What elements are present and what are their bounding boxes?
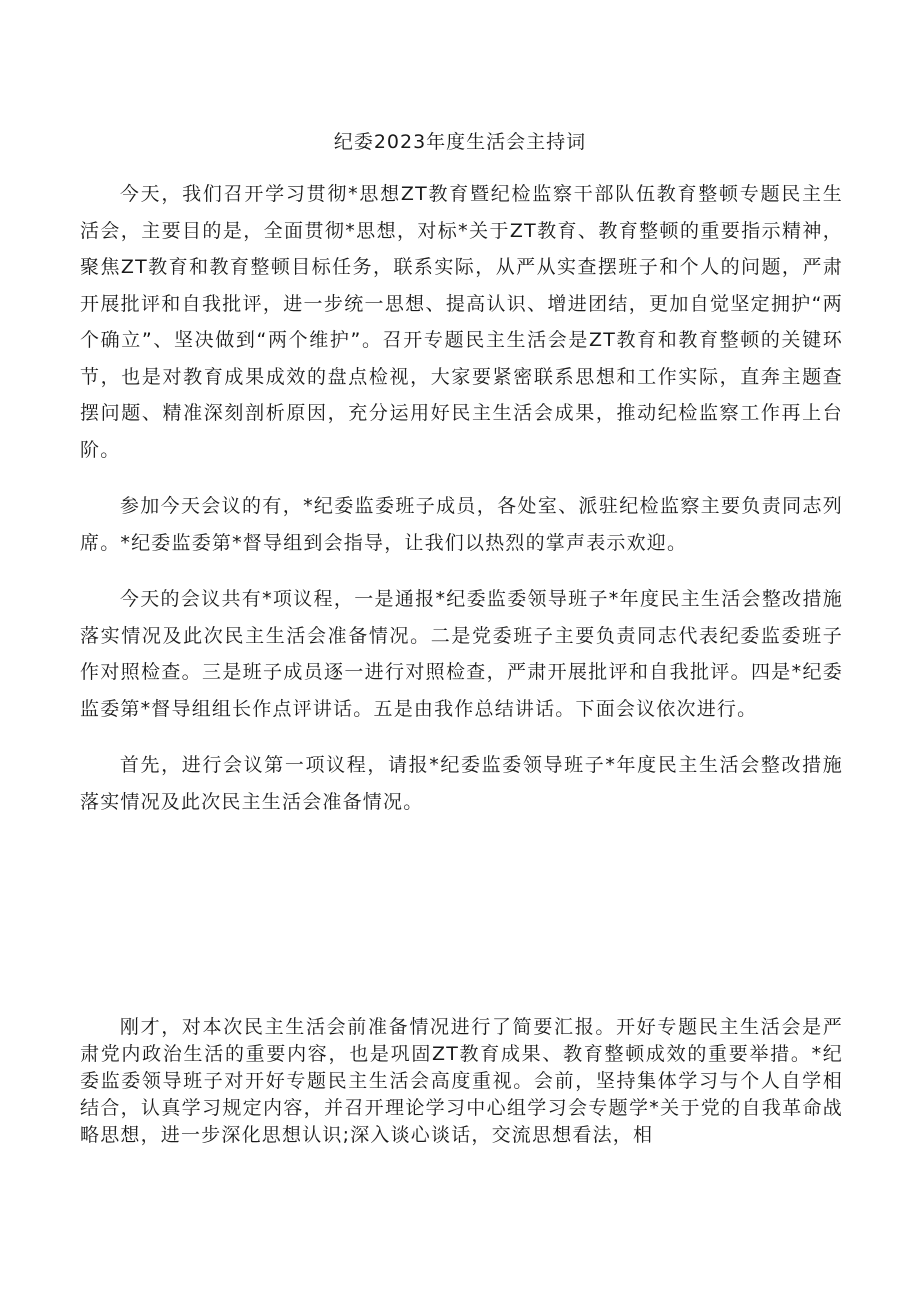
paragraph-attendees: 参加今天会议的有，*纪委监委班子成员，各处室、派驻纪检监察主要负责同志列席。*纪委监委第*督导组到会指导，让我们以热烈的掌声表示欢迎。 [80, 495, 843, 554]
document-body-continued [80, 1014, 843, 1149]
paragraph-first-item: 首先，进行会议第一项议程，请报*纪委监委领导班子*年度民主生活会整改措施落实情况及此次民主生活会准备情况。 [80, 754, 843, 813]
document-title: 纪委2023年度生活会主持词 [333, 131, 587, 153]
paragraph-agenda: 今天的会议共有*项议程，一是通报*纪委监委领导班子*年度民主生活会整改措施落实情况及此次民主生活会准备情况。二是党委班子主要负责同志代表纪委监委班子作对照检查。三是班子成员逐一进行对照检查，严肃开展批评和自我批评。四是*纪委监委第*督导组组长作点评讲话。五是由我作总结讲话。下面会议依次进行。 [80, 588, 843, 720]
document-body [80, 176, 843, 840]
paragraph-report-summary: 刚才，对本次民主生活会前准备情况进行了简要汇报。开好专题民主生活会是严肃党内政治生活的重要内容，也是巩固ZT教育成果、教育整顿成效的重要举措。*纪委监委领导班子对开好专题民主生活会高度重视。会前，坚持集体学习与个人自学相结合，认真学习规定内容，并召开理论学习中心组学习会专题学*关于党的自我革命战略思想，进一步深化思想认识;深入谈心谈话，交流思想看法，相 [80, 1016, 843, 1146]
paragraph-opening: 今天，我们召开学习贯彻*思想ZT教育暨纪检监察干部队伍教育整顿专题民主生活会，主要目的是，全面贯彻*思想，对标*关于ZT教育、教育整顿的重要指示精神，聚焦ZT教育和教育整顿目标任务，联系实际，从严从实查摆班子和个人的问题，严肃开展批评和自我批评，进一步统一思想、提高认识、增进团结，更加自觉坚定拥护“两个确立”、坚决做到“两个维护”。召开专题民主生活会是ZT教育和教育整顿的关键环节，也是对教育成果成效的盘点检视，大家要紧密联系思想和工作实际，直奔主题查摆问题、精准深刻剖析原因，充分运用好民主生活会成果，推动纪检监察工作再上台阶。 [80, 183, 843, 461]
